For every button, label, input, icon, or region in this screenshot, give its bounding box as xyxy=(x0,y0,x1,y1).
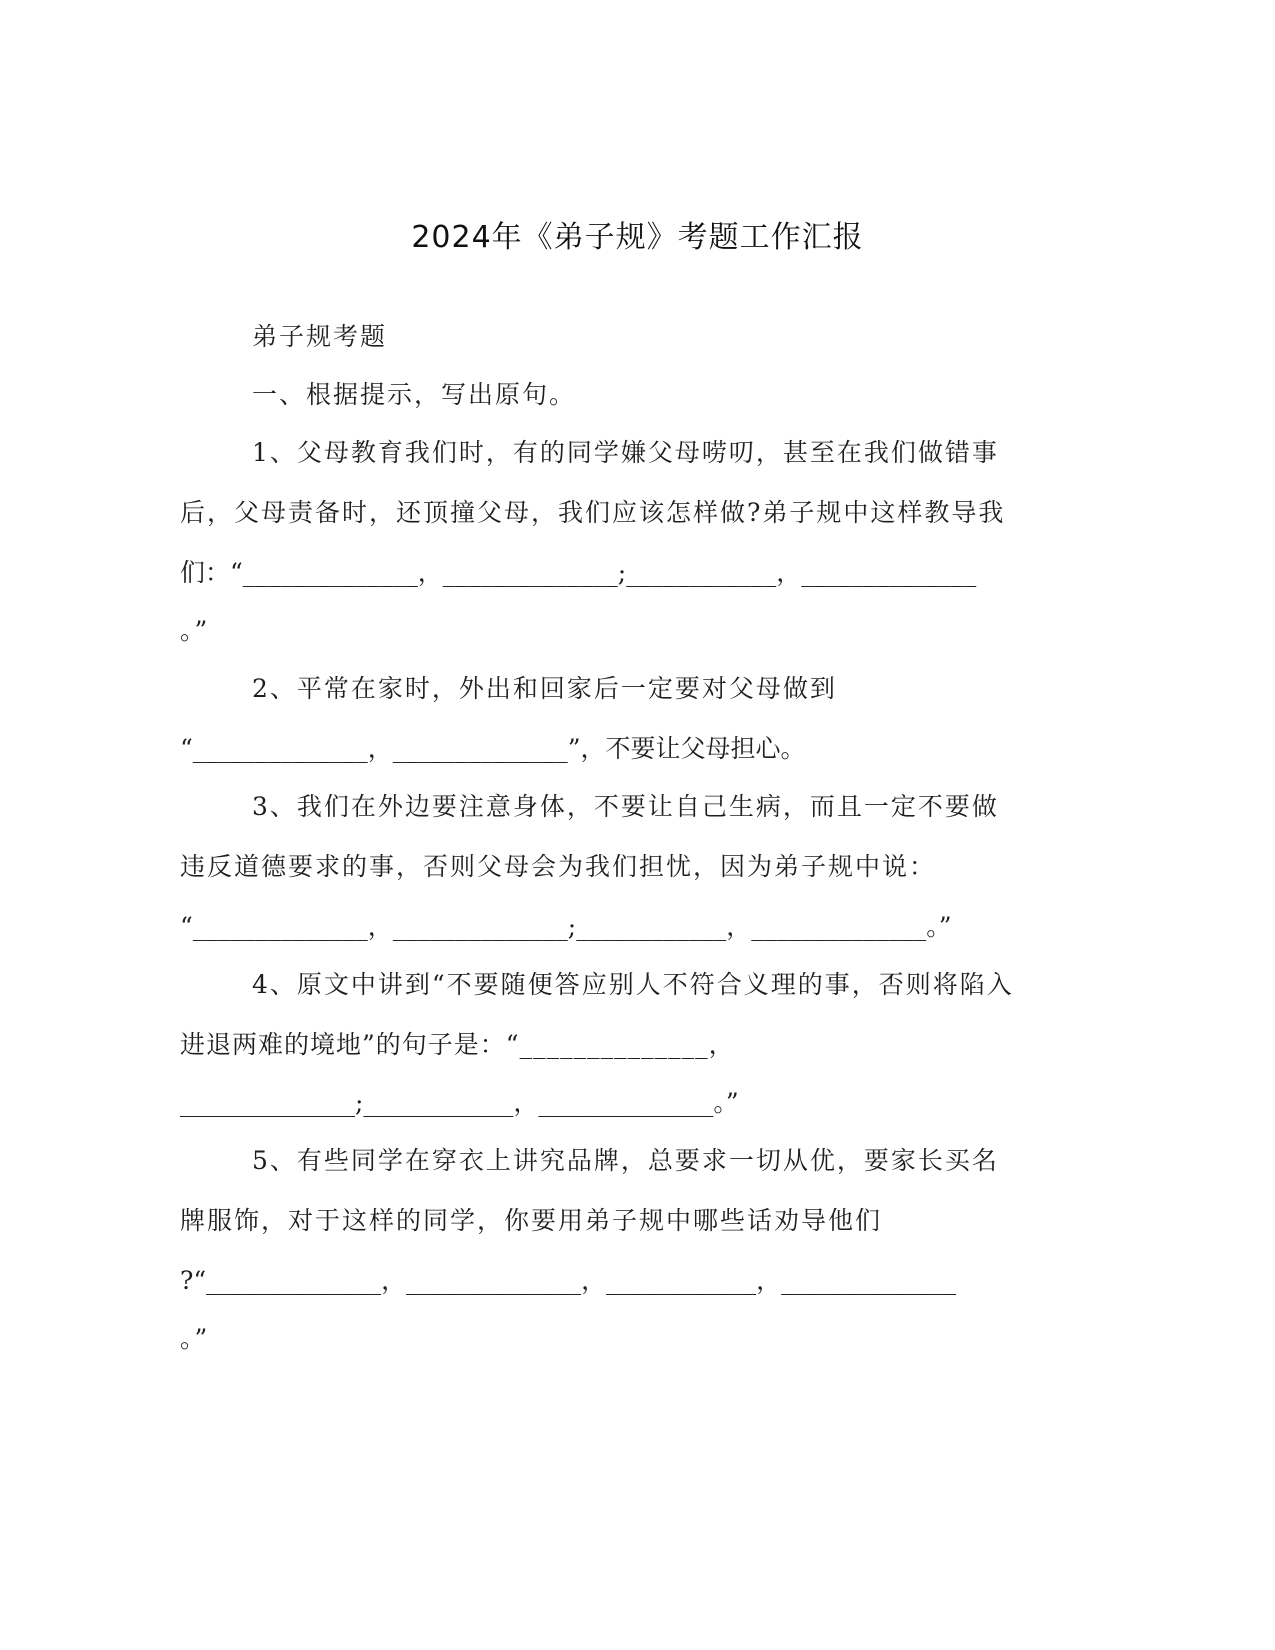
question-3-line-2: 违反道德要求的事，否则父母会为我们担忧，因为弟子规中说： xyxy=(180,852,937,881)
question-5-line-4: 。” xyxy=(180,1324,210,1353)
question-4-line-3: ______________;____________，______________。” xyxy=(180,1088,739,1117)
question-1-line-4: 。” xyxy=(180,616,210,645)
question-5-line-1: 5、有些同学在穿衣上讲究品牌，总要求一切从优，要家长买名 xyxy=(252,1146,999,1175)
question-2-line-1: 2、平常在家时，外出和回家后一定要对父母做到 xyxy=(252,674,837,703)
question-5-line-3: ?“______________，______________，____________，______________ xyxy=(180,1266,957,1295)
question-1-line-1: 1、父母教育我们时，有的同学嫌父母唠叨，甚至在我们做错事 xyxy=(252,438,999,467)
section-heading: 一、根据提示，写出原句。 xyxy=(252,380,577,409)
question-3-line-3: “______________，______________;____________，______________。” xyxy=(180,912,952,941)
question-4-line-2: 进退两难的境地”的句子是：“______________， xyxy=(180,1030,735,1059)
question-1-line-2: 后，父母责备时，还顶撞父母，我们应该怎样做?弟子规中这样教导我 xyxy=(180,498,1006,527)
question-4-line-1: 4、原文中讲到“不要随便答应别人不符合义理的事，否则将陷入 xyxy=(252,970,1014,999)
question-5-line-2: 牌服饰，对于这样的同学，你要用弟子规中哪些话劝导他们 xyxy=(180,1206,883,1235)
question-3-line-1: 3、我们在外边要注意身体，不要让自己生病，而且一定不要做 xyxy=(252,792,999,821)
subtitle: 弟子规考题 xyxy=(252,322,388,351)
question-1-line-3: 们：“______________，______________;____________，______________ xyxy=(180,558,977,587)
question-2-line-2: “______________，______________”，不要让父母担心。 xyxy=(180,734,806,763)
document-title: 2024年《弟子规》考题工作汇报 xyxy=(411,220,864,255)
